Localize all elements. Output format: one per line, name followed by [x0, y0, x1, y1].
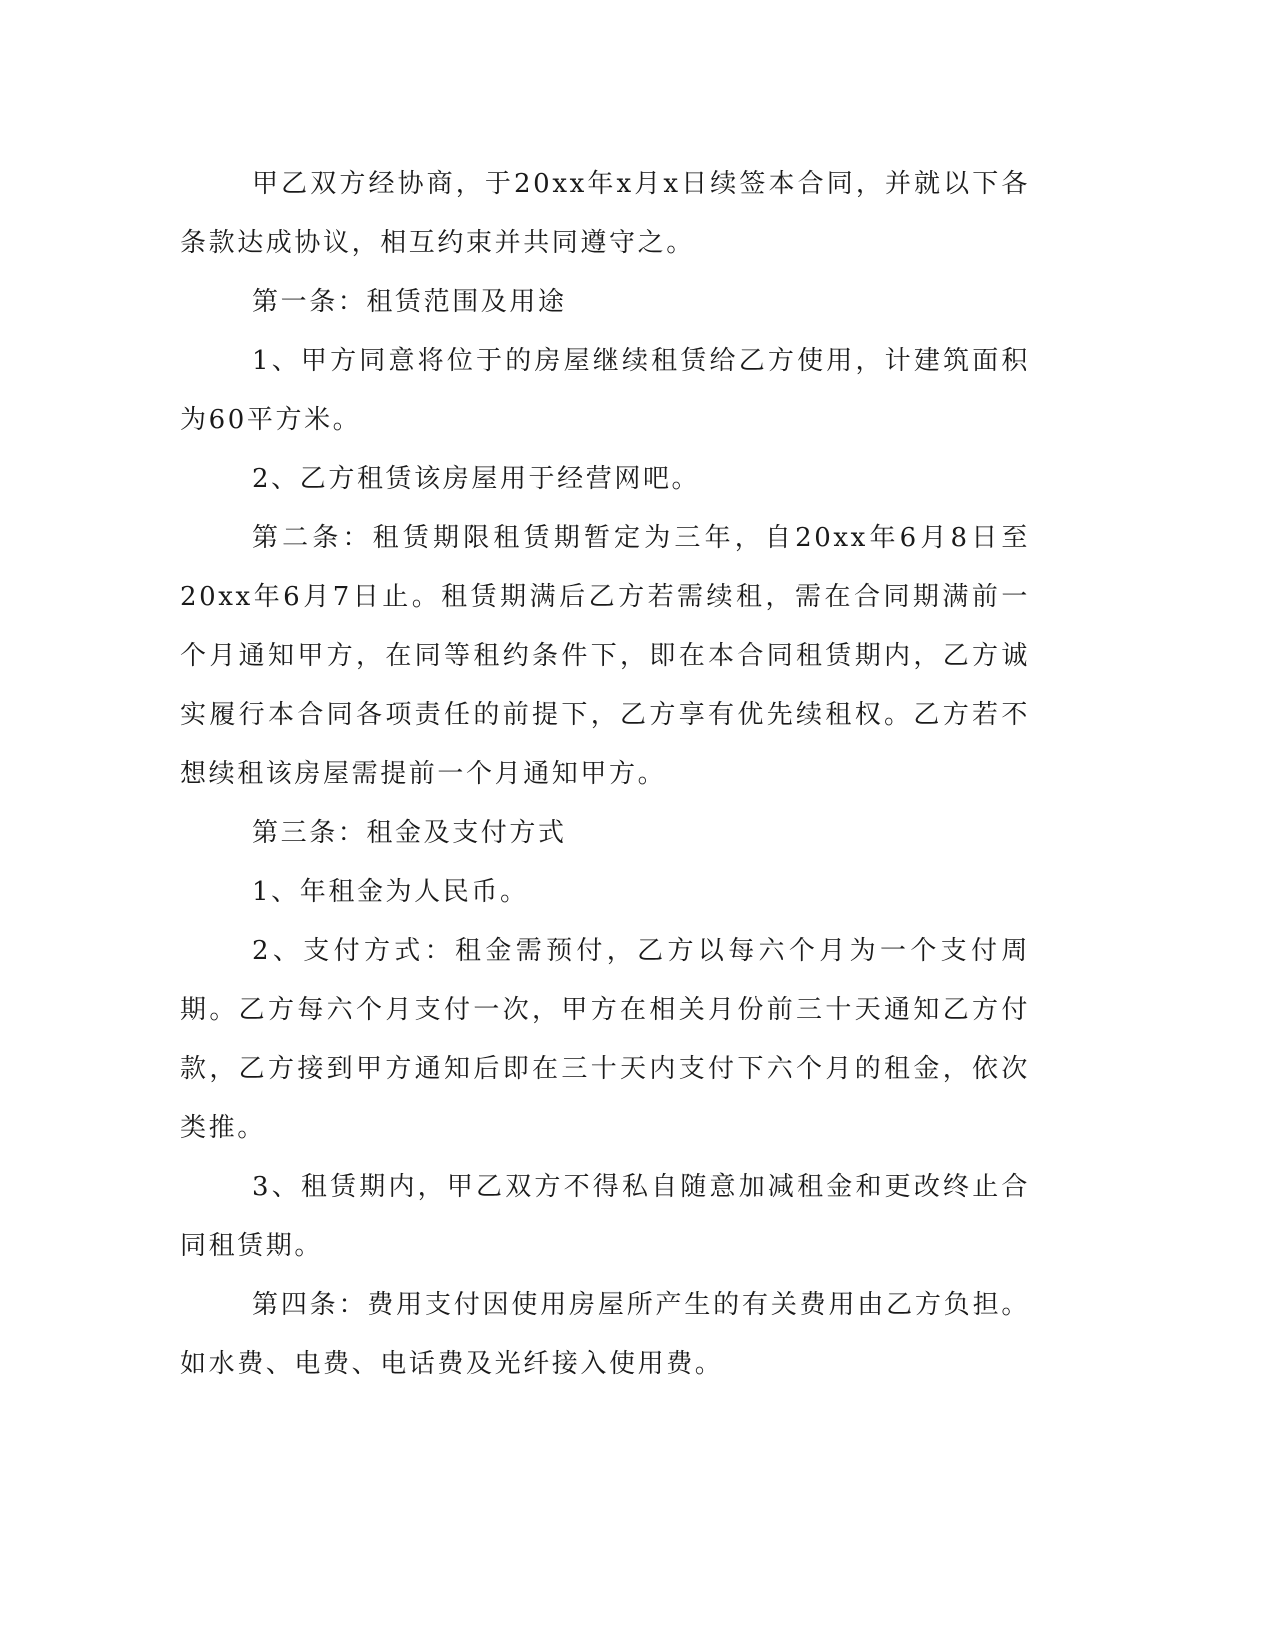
article-1-clause-2: 2、乙方租赁该房屋用于经营网吧。 — [252, 464, 701, 494]
article-1-clause-1: 1、甲方同意将位于的房屋继续租赁给乙方使用，计建筑面积为60平方米。 — [180, 346, 1030, 435]
article-1-heading: 第一条：租赁范围及用途 — [252, 287, 567, 317]
article-3-clause-3: 3、租赁期内，甲乙双方不得私自随意加减租金和更改终止合同租赁期。 — [180, 1172, 1030, 1261]
article-3-heading: 第三条：租金及支付方式 — [252, 818, 567, 848]
article-3-clause-2: 2、支付方式：租金需预付，乙方以每六个月为一个支付周期。乙方每六个月支付一次，甲方在相关月份前三十天通知乙方付款，乙方接到甲方通知后即在三十天内支付下六个月的租金，依次类推。 — [180, 936, 1030, 1143]
intro-paragraph: 甲乙双方经协商，于20xx年x月x日续签本合同，并就以下各条款达成协议，相互约束并共同遵守之。 — [180, 169, 1030, 258]
article-3-clause-1: 1、年租金为人民币。 — [252, 877, 529, 907]
article-4-paragraph: 第四条：费用支付因使用房屋所产生的有关费用由乙方负担。如水费、电费、电话费及光纤接入使用费。 — [180, 1290, 1030, 1379]
article-2-paragraph: 第二条：租赁期限租赁期暂定为三年，自20xx年6月8日至20xx年6月7日止。租赁期满后乙方若需续租，需在合同期满前一个月通知甲方，在同等租约条件下，即在本合同租赁期内，乙方诚实履行本合同各项责任的前提下，乙方享有优先续租权。乙方若不想续租该房屋需提前一个月通知甲方。 — [180, 523, 1030, 789]
document-body — [180, 155, 1030, 1394]
